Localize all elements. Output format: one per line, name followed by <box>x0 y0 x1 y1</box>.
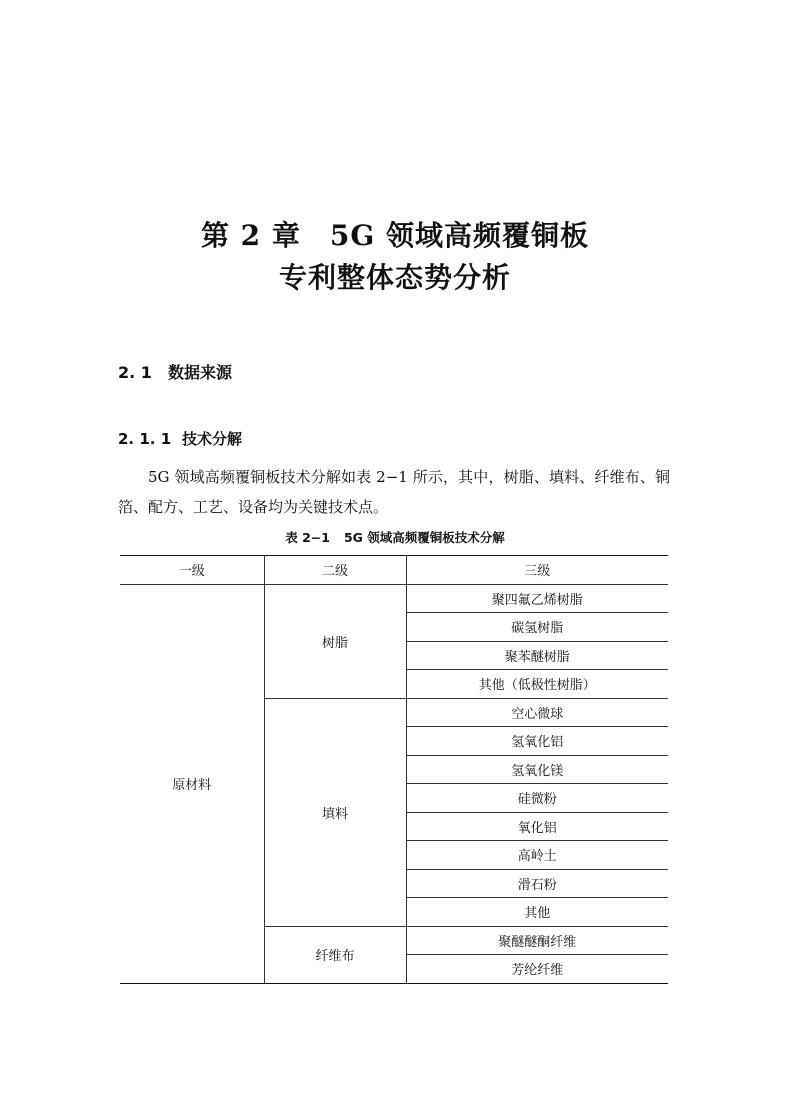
header-level1: 一级 <box>120 556 264 585</box>
level3-cell: 其他 <box>406 898 668 927</box>
level3-cell: 硅微粉 <box>406 784 668 813</box>
level3-cell: 聚四氟乙烯树脂 <box>406 584 668 613</box>
level3-cell: 氢氧化镁 <box>406 755 668 784</box>
level3-cell: 氢氧化铝 <box>406 727 668 756</box>
section-heading <box>118 360 232 383</box>
tech-breakdown-table <box>120 555 668 984</box>
level3-cell: 聚醚醚酮纤维 <box>406 926 668 955</box>
level3-cell: 聚苯醚树脂 <box>406 641 668 670</box>
table-caption <box>0 528 790 546</box>
level3-cell: 空心微球 <box>406 698 668 727</box>
subsection-title: 技术分解 <box>182 430 243 448</box>
level1-cell: 原材料 <box>120 584 264 983</box>
subsection-number: 2. 1. 1 <box>118 430 172 448</box>
section-number: 2. 1 <box>118 363 152 382</box>
section-title: 数据来源 <box>168 363 233 382</box>
level3-cell: 滑石粉 <box>406 869 668 898</box>
level2-cell: 树脂 <box>264 584 406 698</box>
table-row <box>120 584 668 613</box>
level3-cell: 芳纶纤维 <box>406 955 668 984</box>
level2-cell: 填料 <box>264 698 406 926</box>
table-caption-title: 5G 领域高频覆铜板技术分解 <box>343 530 505 545</box>
table-caption-label: 表 2−1 <box>285 530 330 545</box>
chapter-title-line-1: 第 2 章 5G 领域高频覆铜板 <box>200 219 590 252</box>
header-level2: 二级 <box>264 556 406 585</box>
chapter-title-line-2: 专利整体态势分析 <box>278 261 511 294</box>
subsection-heading <box>118 428 242 449</box>
level3-cell: 高岭土 <box>406 841 668 870</box>
header-level3: 三级 <box>406 556 668 585</box>
level3-cell: 氧化铝 <box>406 812 668 841</box>
level3-cell: 其他（低极性树脂） <box>406 670 668 699</box>
level3-cell: 碳氢树脂 <box>406 613 668 642</box>
table-header-row <box>120 556 668 585</box>
body-paragraph: 5G 领域高频覆铜板技术分解如表 2−1 所示，其中，树脂、填料、纤维布、铜箔、配方、工艺、设备均为关键技术点。 <box>118 468 670 516</box>
level2-cell: 纤维布 <box>264 926 406 983</box>
